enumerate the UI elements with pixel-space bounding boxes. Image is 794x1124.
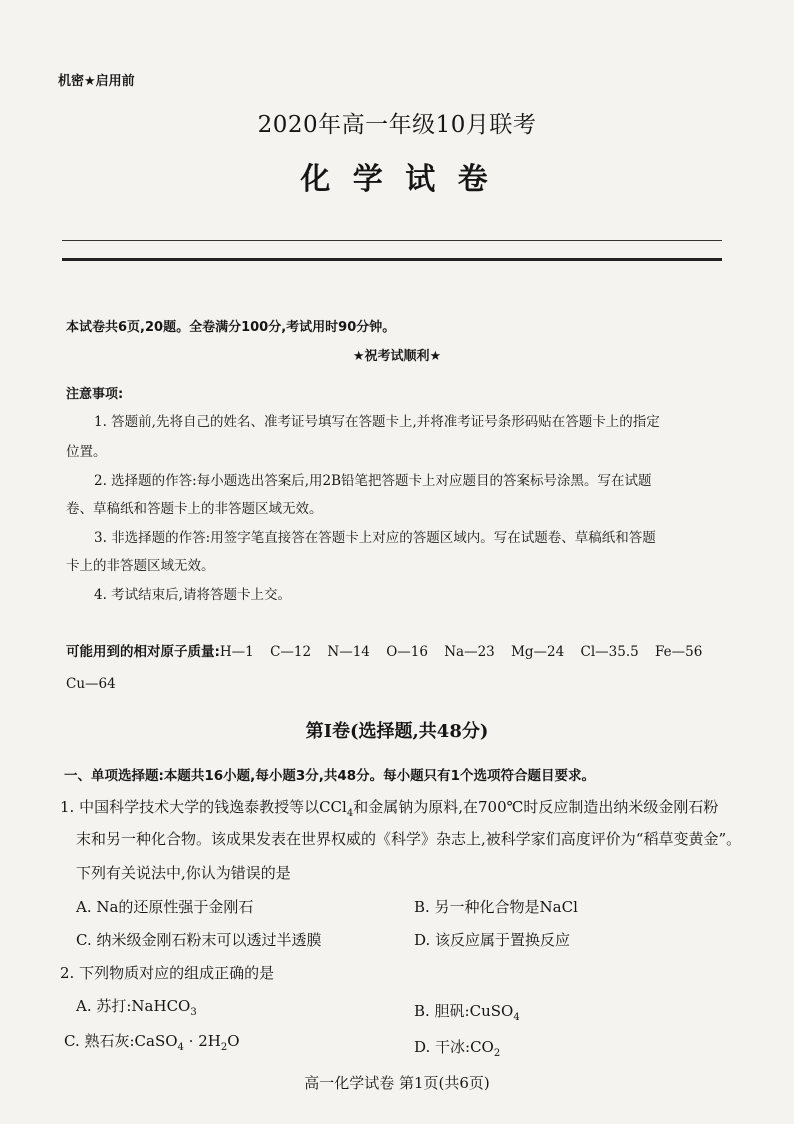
notes-title: 注意事项: — [66, 387, 124, 402]
q1-line1-sub: 4 — [346, 808, 354, 819]
q2-option-a — [76, 995, 197, 1018]
q2-d-sub: 2 — [493, 1048, 501, 1059]
note-1-line-2: 位置。 — [66, 444, 107, 460]
q2-b-sub: 4 — [513, 1012, 520, 1023]
question-1-line-3: 下列有关说法中,你认为错误的是 — [76, 864, 291, 882]
atomic-mass-cu: Cu—64 — [66, 676, 116, 692]
exam-summary: 本试卷共6页,20题。全卷满分100分,考试用时90分钟。 — [66, 320, 396, 335]
note-3-line-2: 卡上的非答题区域无效。 — [66, 558, 215, 574]
q2-option-b — [414, 1000, 520, 1023]
q1-line1-post: 和金属钠为原料,在700℃时反应制造出纳米级金刚石粉 — [353, 798, 719, 816]
atomic-mass-cl: Cl—35.5 — [580, 644, 639, 660]
header-divider-bottom — [62, 258, 722, 261]
q1-option-d: D. 该反应属于置换反应 — [414, 931, 571, 949]
atomic-mass-o: O—16 — [386, 644, 428, 660]
confidential-label: 机密★启用前 — [58, 74, 135, 89]
note-2-line-2: 卷、草稿纸和答题卡上的非答题区域无效。 — [66, 501, 323, 517]
atomic-mass-c: C—12 — [270, 644, 312, 660]
question-2-stem: 2. 下列物质对应的组成正确的是 — [60, 964, 275, 982]
atomic-mass-fe: Fe—56 — [655, 644, 703, 660]
note-3-line-1: 3. 非选择题的作答:用签字笔直接答在答题卡上对应的答题区域内。写在试题卷、草稿纸和答题 — [94, 530, 656, 546]
q1-line1-pre: 1. 中国科学技术大学的钱逸泰教授等以CCl — [60, 798, 347, 816]
header-divider-top — [62, 240, 722, 241]
atomic-masses-label: 可能用到的相对原子质量: — [66, 644, 220, 660]
q2-c-post: O — [227, 1032, 240, 1050]
q2-a-pre: A. 苏打:NaHCO — [76, 997, 191, 1015]
q2-c-sub: 4 — [177, 1042, 184, 1053]
q2-d-pre: D. 干冰:CO — [414, 1038, 494, 1056]
q1-option-b: B. 另一种化合物是NaCl — [414, 898, 578, 916]
atomic-mass-mg: Mg—24 — [511, 644, 565, 660]
q2-c-mid: · 2H — [183, 1032, 221, 1050]
atomic-mass-na: Na—23 — [444, 644, 495, 660]
note-2-line-1: 2. 选择题的作答:每小题选出答案后,用2B铅笔把答题卡上对应题目的答案标号涂黑。写在试题 — [94, 473, 652, 489]
note-1-line-1: 1. 答题前,先将自己的姓名、准考证号填写在答题卡上,并将准考证号条形码贴在答题卡上的指定 — [94, 414, 660, 430]
q1-option-c: C. 纳米级金刚石粉末可以透过半透膜 — [76, 931, 322, 949]
page-title: 化 学 试 卷 — [300, 162, 494, 197]
q2-option-d — [414, 1036, 500, 1059]
q1-option-a: A. Na的还原性强于金刚石 — [76, 898, 254, 916]
q2-a-sub: 3 — [190, 1007, 197, 1018]
exam-name: 2020年高一年级10月联考 — [257, 112, 537, 138]
atomic-mass-n: N—14 — [327, 644, 370, 660]
note-4: 4. 考试结束后,请将答题卡上交。 — [94, 587, 291, 603]
good-luck-banner: ★祝考试顺利★ — [352, 349, 442, 364]
section-instruction: 一、单项选择题:本题共16小题,每小题3分,共48分。每小题只有1个选项符合题目要求。 — [64, 768, 596, 784]
question-1-line-2: 末和另一种化合物。该成果发表在世界权威的《科学》杂志上,被科学家们高度评价为“稻草变黄金”。 — [76, 830, 742, 848]
q2-option-c — [64, 1030, 240, 1053]
q2-c-pre: C. 熟石灰:CaSO — [64, 1032, 178, 1050]
page-footer: 高一化学试卷 第1页(共6页) — [304, 1074, 490, 1092]
question-1-line-1 — [60, 796, 718, 819]
q2-b-pre: B. 胆矾:CuSO — [414, 1002, 514, 1020]
q2-c-sub2: 2 — [220, 1042, 228, 1053]
atomic-masses-row — [66, 640, 702, 660]
atomic-mass-h: H—1 — [219, 644, 254, 660]
section-title: 第Ⅰ卷(选择题,共48分) — [305, 721, 489, 742]
